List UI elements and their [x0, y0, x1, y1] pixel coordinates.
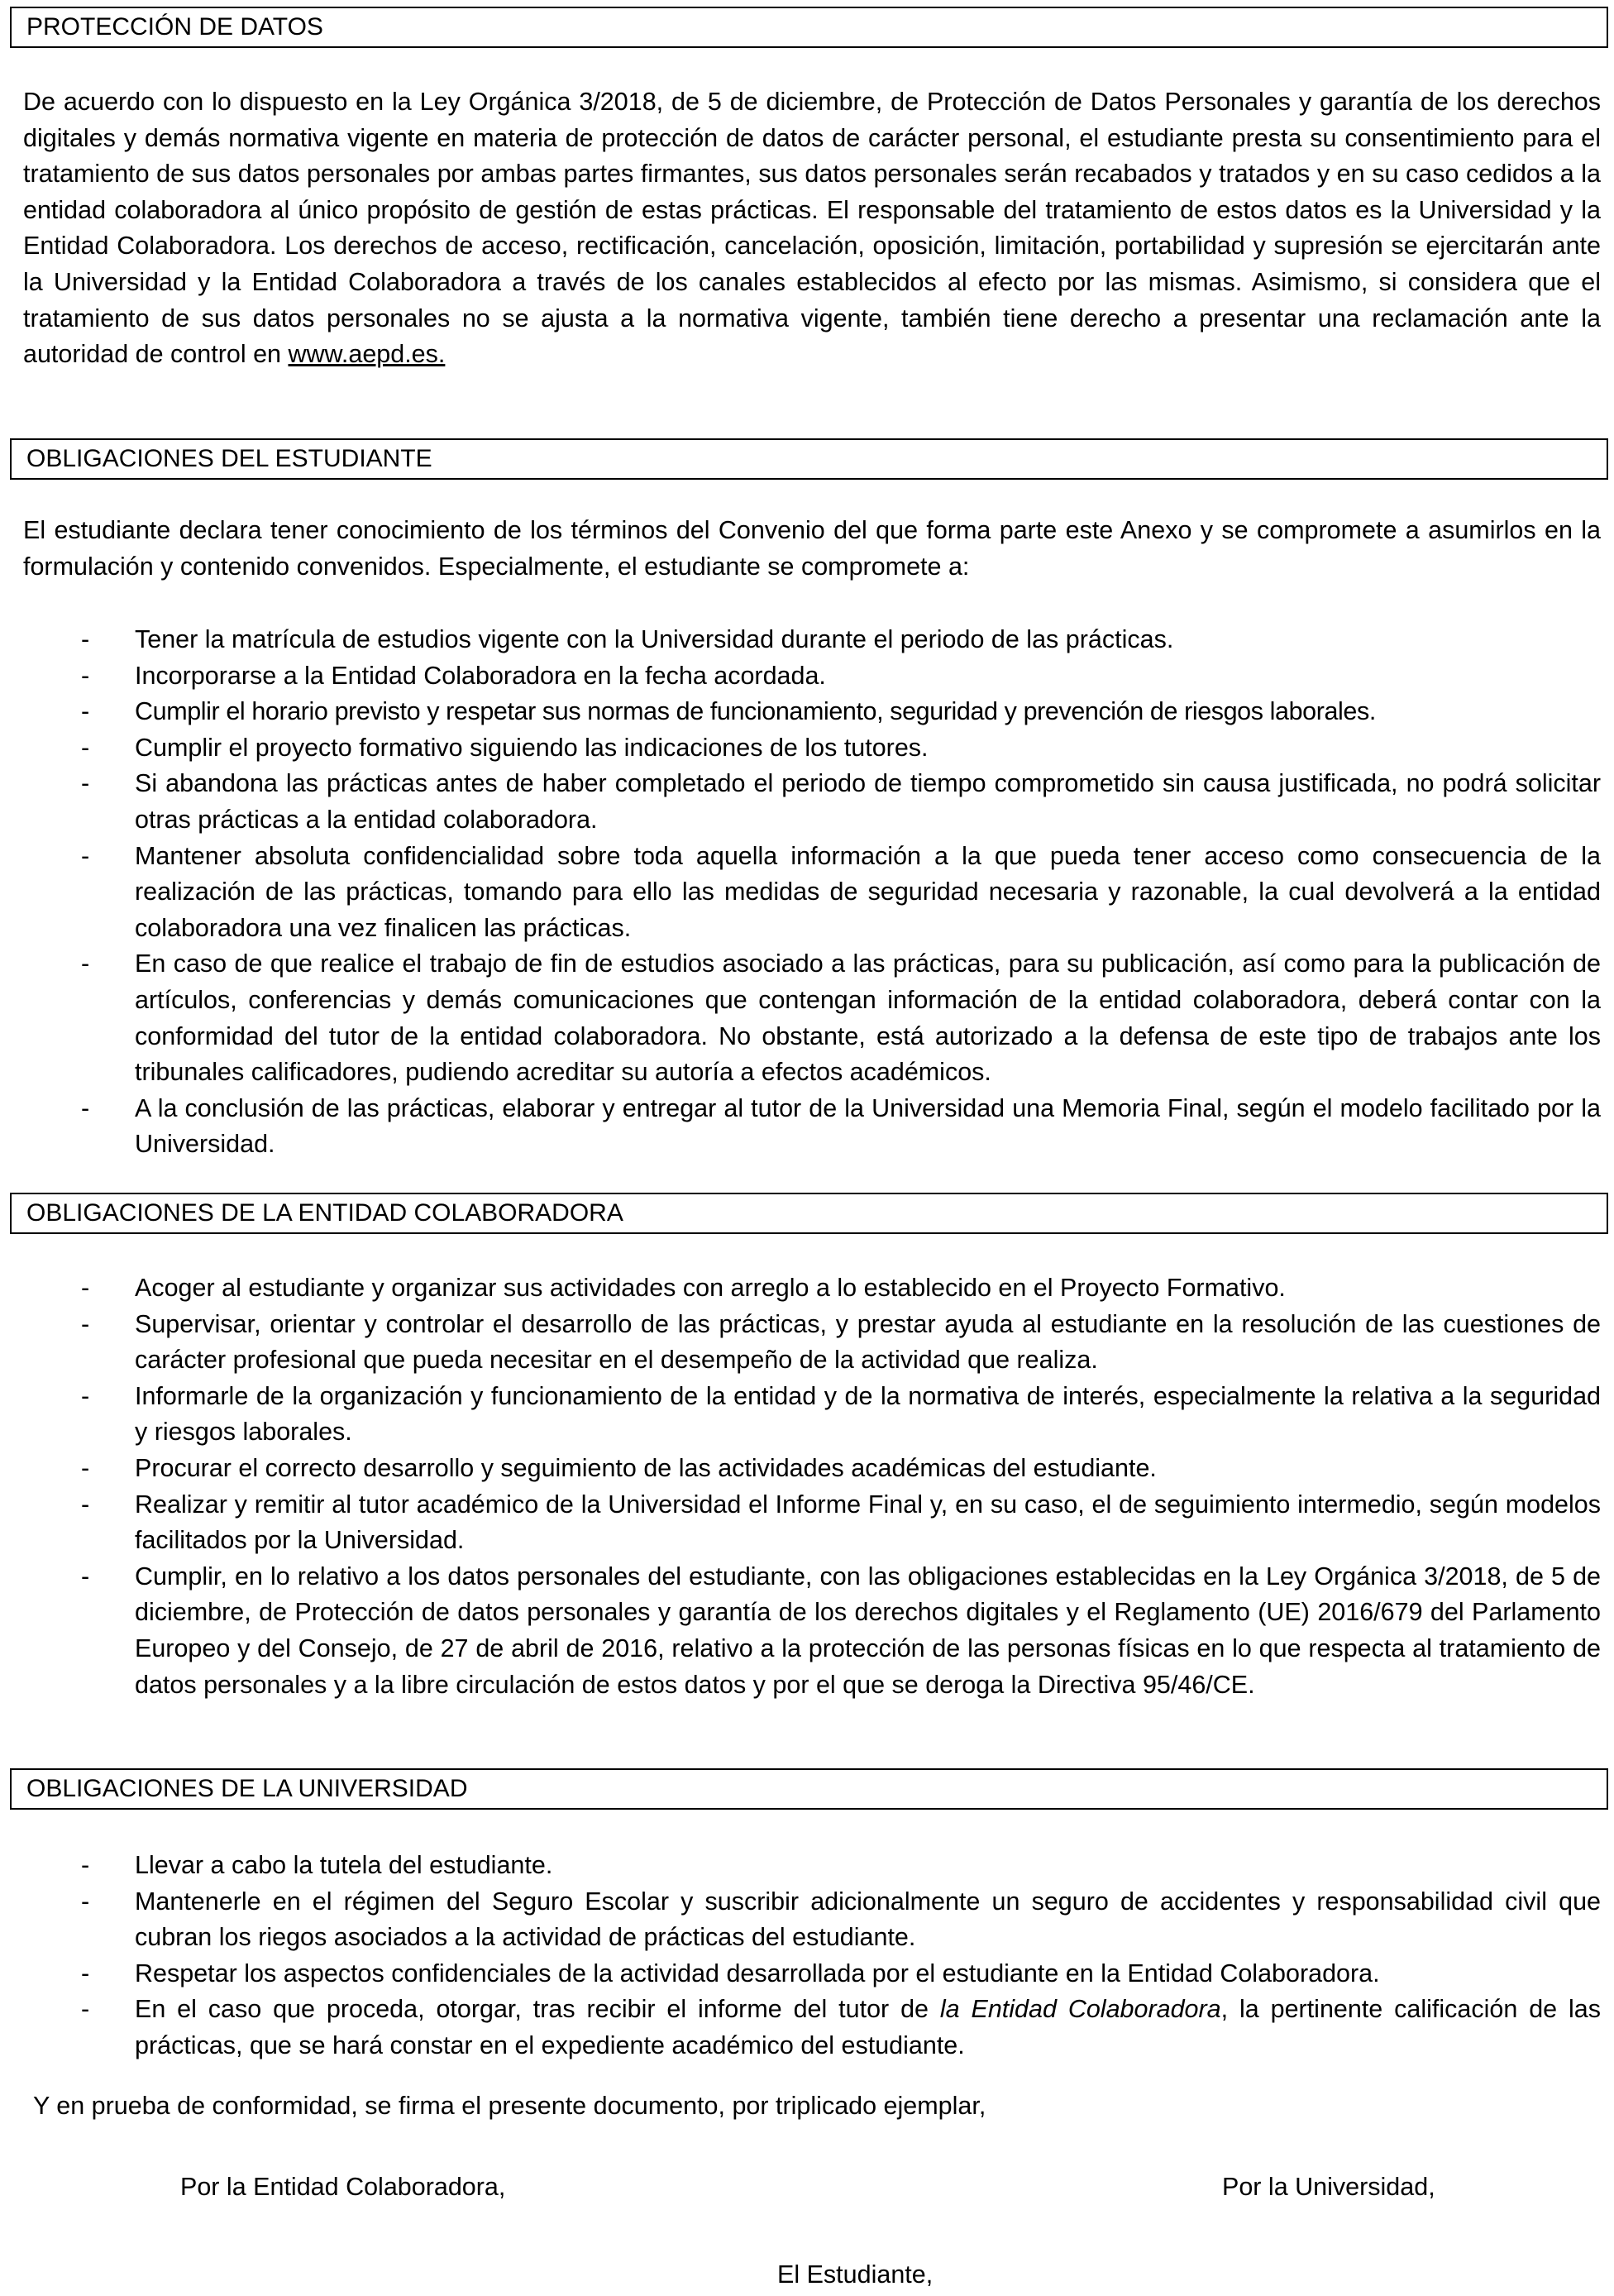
bullet-dash: -: [81, 1562, 90, 1590]
list-item-text: En caso de que realice el trabajo de fin de estudios asociado a las prácticas, para su publicación, así como para la publicación de artículos, conferencias y demás comunicaciones que contengan información de la entidad colaboradora, deberá contar con la conformidad del tutor de la entidad colaboradora. No obstante, está autorizado a la defensa de este tipo de trabajos ante los tribunales calificadores, pudiendo acreditar su autoría a efectos académicos.: [135, 949, 1601, 1087]
data-protection-text: De acuerdo con lo dispuesto en la Ley Orgánica 3/2018, de 5 de diciembre, de Protección de Datos Personales y garantía de los derechos digitales y demás normativa vigente en materia de protección de datos de carácter personal, el estudiante presta su consentimiento para el tratamiento de sus datos personales por ambas partes firmantes, sus datos personales serán recabados y tratados y en su caso cedidos a la entidad colaboradora al único propósito de gestión de estas prácticas. El responsable del tratamiento de estos datos es la Universidad y la Entidad Colaboradora. Los derechos de acceso, rectificación, cancelación, oposición, limitación, portabilidad y supresión se ejercitarán ante la Universidad y la Entidad Colaboradora a través de los canales establecidos al efecto por las mismas. Asimismo, si considera que el tratamiento de sus datos personales no se ajusta a la normativa vigente, también tiene derecho a presentar una reclamación ante la autoridad de control en: [23, 88, 1601, 369]
bullet-dash: -: [81, 733, 90, 762]
list-item: [0, 658, 1614, 695]
list-item: [0, 946, 1614, 1090]
bullet-dash: -: [81, 1381, 90, 1410]
bullet-dash: -: [81, 841, 90, 870]
bullet-dash: -: [81, 625, 90, 653]
list-item-text: Informarle de la organización y funcionamiento de la entidad y de la normativa de interés, especialmente la relativa a la seguridad y riesgos laborales.: [135, 1381, 1601, 1447]
list-item-text: Si abandona las prácticas antes de haber completado el periodo de tiempo comprometido sin causa justificada, no podrá solicitar otras prácticas a la entidad colaboradora.: [135, 769, 1601, 834]
list-item: [0, 1307, 1614, 1379]
list-item: [0, 839, 1614, 947]
data-protection-paragraph: [23, 84, 1601, 373]
list-item: [0, 1451, 1614, 1487]
bullet-dash: -: [81, 949, 90, 978]
student-obligations-list: [0, 622, 1614, 1163]
list-item-text: Procurar el correcto desarrollo y seguimiento de las actividades académicas del estudiante.: [135, 1453, 1157, 1482]
list-item-text: Respetar los aspectos confidenciales de la actividad desarrollada por el estudiante en la Entidad Colaboradora.: [135, 1959, 1380, 1987]
list-item-text: Realizar y remitir al tutor académico de la Universidad el Informe Final y, en su caso, el de seguimiento intermedio, según modelos facilitados por la Universidad.: [135, 1490, 1601, 1555]
student-obligations-intro: [23, 513, 1601, 585]
list-item: [0, 694, 1614, 730]
bullet-dash: -: [81, 1851, 90, 1879]
bullet-dash: -: [81, 1274, 90, 1302]
list-item-text: Mantener absoluta confidencialidad sobre toda aquella información a la que pueda tener acceso como consecuencia de la realización de las prácticas, tomando para ello las medidas de seguridad necesaria y razonable, la cual devolverá a la entidad colaboradora una vez finalicen las prácticas.: [135, 841, 1601, 942]
list-item-text: A la conclusión de las prácticas, elaborar y entregar al tutor de la Universidad una Memoria Final, según el modelo facilitado por la Universidad.: [135, 1093, 1601, 1159]
list-item: [0, 1559, 1614, 1703]
section-title: OBLIGACIONES DEL ESTUDIANTE: [26, 445, 432, 472]
bullet-dash: -: [81, 1453, 90, 1482]
section-header-university-obligations: [10, 1768, 1608, 1810]
list-item: [0, 1487, 1614, 1559]
list-item: [0, 1992, 1614, 2064]
list-item: [0, 1848, 1614, 1884]
bullet-dash: -: [81, 661, 90, 690]
list-item: [0, 1379, 1614, 1451]
item-text-part: En el caso que proceda, otorgar, tras recibir el informe del tutor de: [135, 1995, 940, 2024]
list-item-text: Mantenerle en el régimen del Seguro Escolar y suscribir adicionalmente un seguro de accidentes y responsabilidad civil que cubran los riegos asociados a la actividad de prácticas del estudiante.: [135, 1887, 1601, 1952]
bullet-dash: -: [81, 1490, 90, 1519]
list-item-text: Incorporarse a la Entidad Colaboradora en la fecha acordada.: [135, 661, 826, 690]
list-item-text: Tener la matrícula de estudios vigente con la Universidad durante el periodo de las prácticas.: [135, 625, 1174, 653]
bullet-dash: -: [81, 697, 90, 726]
signature-label-entity: Por la Entidad Colaboradora,: [180, 2173, 506, 2201]
list-item: [0, 1956, 1614, 1992]
section-header-data-protection: [10, 7, 1608, 48]
intro-text: El estudiante declara tener conocimiento de los términos del Convenio del que forma parte este Anexo y se compromete a asumirlos en la formulación y contenido convenidos. Especialmente, el estudiante se compromete a:: [23, 516, 1601, 581]
closing-statement: Y en prueba de conformidad, se firma el presente documento, por triplicado ejemplar,: [33, 2092, 986, 2120]
list-item: [0, 1270, 1614, 1307]
bullet-dash: -: [81, 1959, 90, 1987]
section-header-entity-obligations: [10, 1193, 1608, 1234]
section-header-student-obligations: [10, 438, 1608, 480]
list-item-text: Cumplir el horario previsto y respetar sus normas de funcionamiento, seguridad y prevención de riesgos laborales.: [135, 697, 1376, 726]
list-item: [0, 622, 1614, 658]
aepd-link[interactable]: www.aepd.es.: [288, 340, 446, 369]
list-item-text: Cumplir el proyecto formativo siguiendo las indicaciones de los tutores.: [135, 733, 929, 762]
bullet-dash: -: [81, 1093, 90, 1122]
section-title: PROTECCIÓN DE DATOS: [26, 13, 323, 41]
list-item: [0, 1091, 1614, 1163]
bullet-dash: -: [81, 769, 90, 798]
signature-label-university: Por la Universidad,: [1222, 2173, 1435, 2201]
entity-obligations-list: [0, 1270, 1614, 1703]
bullet-dash: -: [81, 1309, 90, 1338]
item-text-part: , la pertinente calificación de las prácticas, que se hará constar en el expediente académico del estudiante.: [135, 1995, 1601, 2059]
section-title: OBLIGACIONES DE LA UNIVERSIDAD: [26, 1775, 468, 1802]
list-item-text: Supervisar, orientar y controlar el desarrollo de las prácticas, y prestar ayuda al estudiante en la resolución de las cuestiones de carácter profesional que pueda necesitar en el desempeño de la actividad que realiza.: [135, 1309, 1601, 1375]
list-item: [0, 730, 1614, 767]
list-item: [0, 1884, 1614, 1956]
list-item-text: Acoger al estudiante y organizar sus actividades con arreglo a lo establecido en el Proyecto Formativo.: [135, 1274, 1286, 1302]
list-item-text: Cumplir, en lo relativo a los datos personales del estudiante, con las obligaciones establecidas en la Ley Orgánica 3/2018, de 5 de diciembre, de Protección de datos personales y garantía de los derechos digitales y el Reglamento (UE) 2016/679 del Parlamento Europeo y del Consejo, de 27 de abril de 2016, relativo a la protección de las personas físicas en lo que respecta al tratamiento de datos personales y a la libre circulación de estos datos y por el que se deroga la Directiva 95/46/CE.: [135, 1562, 1601, 1699]
section-title: OBLIGACIONES DE LA ENTIDAD COLABORADORA: [26, 1199, 623, 1227]
university-obligations-list: [0, 1848, 1614, 2064]
item-text-italic: la Entidad Colaboradora: [939, 1995, 1221, 2024]
bullet-dash: -: [81, 1887, 90, 1916]
list-item-text: [135, 1992, 1601, 2064]
signature-label-student: El Estudiante,: [777, 2260, 934, 2289]
bullet-dash: -: [81, 1995, 90, 2024]
list-item-text: Llevar a cabo la tutela del estudiante.: [135, 1851, 553, 1879]
list-item: [0, 766, 1614, 838]
